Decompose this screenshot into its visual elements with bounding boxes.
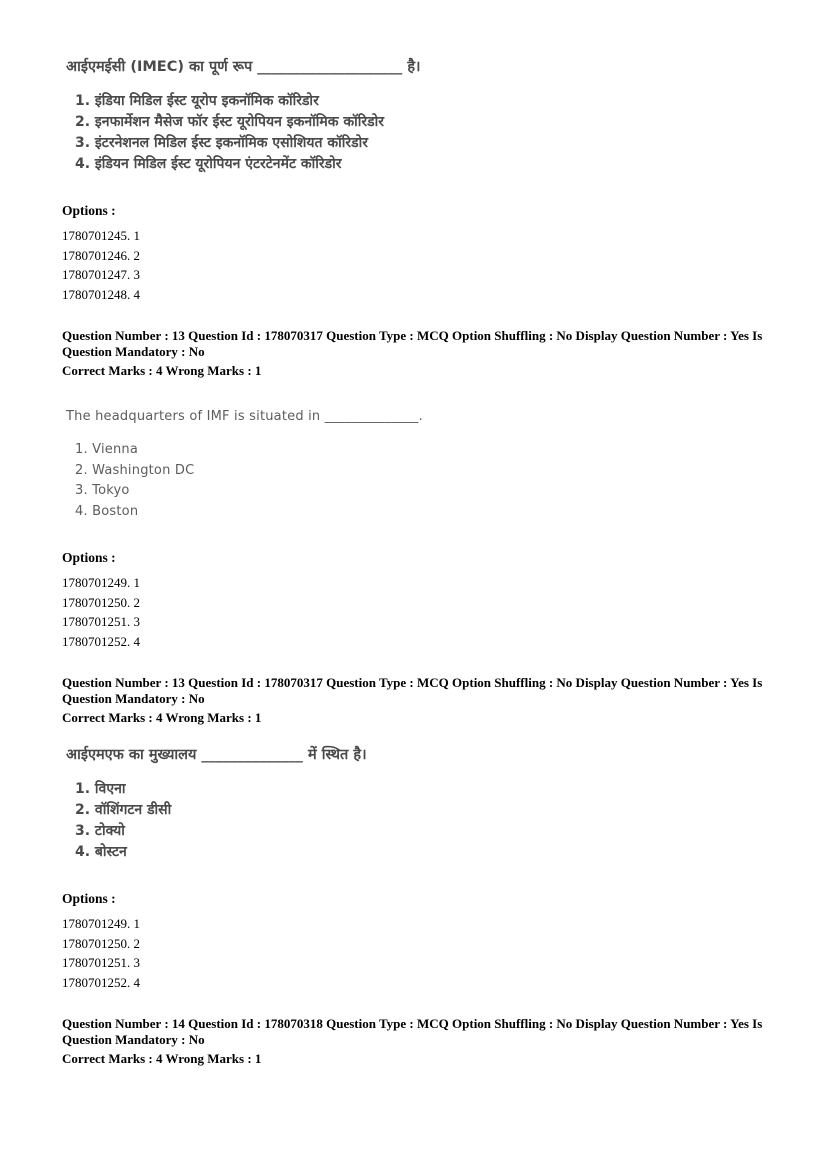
question-text: आईएमएफ का मुख्यालय ______________ में स्थित है। (66, 747, 367, 763)
choice-1: 1. Vienna (75, 442, 138, 457)
option-id-row: 1780701249. 1 (62, 916, 140, 931)
option-id-row: 1780701245. 1 (62, 228, 140, 243)
option-id-row: 1780701252. 4 (62, 633, 140, 649)
choice-4: 4. Boston (75, 503, 139, 519)
choice-4: 4. बोस्टन (75, 844, 127, 860)
question-meta-marks: Correct Marks : 4 Wrong Marks : 1 (62, 1051, 262, 1066)
options-id-block (62, 891, 768, 992)
question-meta (62, 1016, 768, 1067)
choice-list (75, 779, 768, 863)
options-id-block (62, 203, 768, 304)
choice-list (75, 91, 768, 175)
question-13-hindi (66, 56, 768, 175)
question-meta-header: Question Number : 14 Question Id : 178070318 Question Type : MCQ Option Shuffling : No Display Question Number : Yes Is Question Mandatory : No (62, 1016, 763, 1047)
choice-2: 2. इनफार्मेशन मैसेज फॉर ईस्ट यूरोपियन इकनॉमिक कॉरिडोर (75, 114, 384, 130)
choice-1: 1. विएना (75, 781, 126, 797)
question-meta (62, 675, 768, 726)
choice-3: 3. इंटरनेशनल मिडिल ईस्ट इकनॉमिक एसोशियत कॉरिडोर (75, 135, 368, 151)
question-meta-header: Question Number : 13 Question Id : 178070317 Question Type : MCQ Option Shuffling : No Display Question Number : Yes Is Question Mandatory : No (62, 675, 763, 706)
options-id-block (62, 550, 768, 651)
choice-2: 2. वॉशिंगटन डीसी (75, 802, 172, 818)
option-id-row: 1780701251. 3 (62, 614, 140, 629)
options-label: Options : (62, 550, 116, 565)
options-label: Options : (62, 203, 116, 218)
option-id-row: 1780701247. 3 (62, 267, 140, 282)
question-meta-header: Question Number : 13 Question Id : 178070317 Question Type : MCQ Option Shuffling : No Display Question Number : Yes Is Question Mandatory : No (62, 328, 763, 359)
choice-2: 2. Washington DC (75, 462, 195, 478)
option-id-row: 1780701252. 4 (62, 974, 140, 990)
question-text: आईएमईसी (IMEC) का पूर्ण रूप ____________________ है। (66, 59, 421, 75)
question-13-hindi-translation (66, 744, 768, 863)
choice-4: 4. इंडियन मिडिल ईस्ट यूरोपियन एंटरटेनमेंट कॉरिडोर (75, 156, 342, 172)
choice-3: 3. टोक्यो (75, 823, 125, 839)
option-id-row: 1780701250. 2 (62, 594, 140, 610)
question-13-english (66, 409, 768, 522)
option-id-row: 1780701246. 2 (62, 247, 140, 263)
question-meta (62, 328, 768, 379)
question-meta-marks: Correct Marks : 4 Wrong Marks : 1 (62, 710, 262, 725)
choice-3: 3. Tokyo (75, 483, 130, 498)
choice-list (75, 440, 768, 522)
question-text: The headquarters of IMF is situated in ______________. (66, 409, 423, 424)
option-id-row: 1780701249. 1 (62, 575, 140, 590)
options-label: Options : (62, 891, 116, 906)
choice-1: 1. इंडिया मिडिल ईस्ट यूरोप इकनॉमिक कॉरिडोर (75, 93, 319, 109)
question-meta-marks: Correct Marks : 4 Wrong Marks : 1 (62, 363, 262, 378)
option-id-row: 1780701248. 4 (62, 286, 140, 302)
option-id-row: 1780701250. 2 (62, 935, 140, 951)
option-id-row: 1780701251. 3 (62, 955, 140, 970)
